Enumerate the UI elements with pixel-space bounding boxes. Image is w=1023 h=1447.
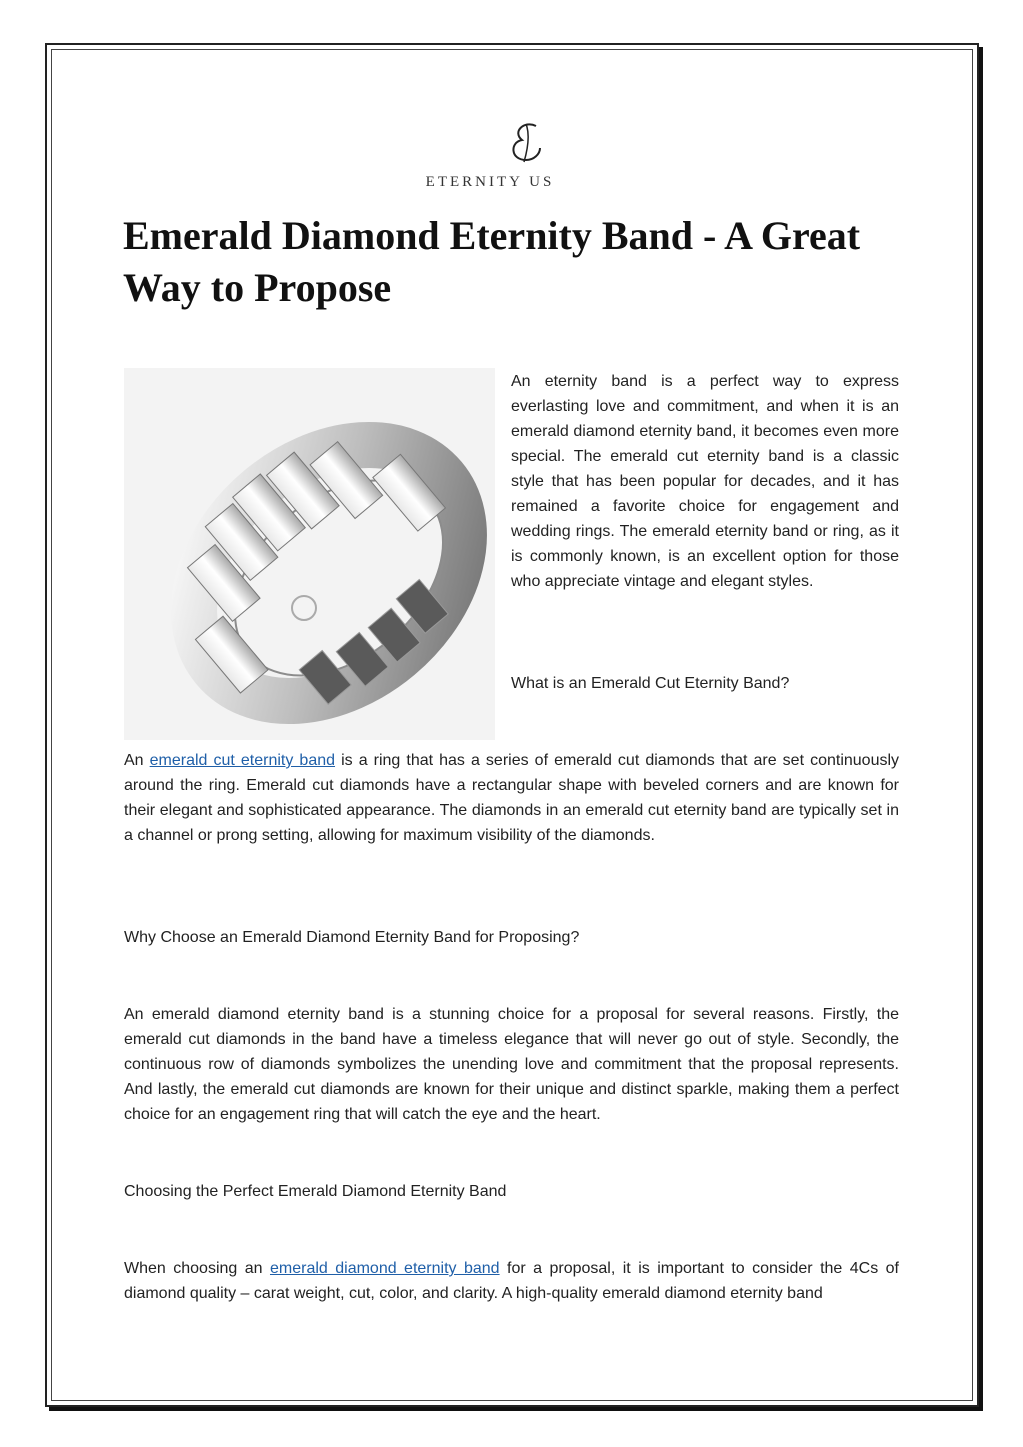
section1-paragraph bbox=[124, 748, 899, 848]
intro-paragraph: An eternity band is a perfect way to express everlasting love and commitment, and when it is an emerald diamond eternity band, it becomes even more special. The emerald cut eternity band is a classic style that has been popular for decades, and it has remained a favorite choice for engagement and wedding rings. The emerald eternity band or ring, as it is commonly known, is an excellent option for those who appreciate vintage and elegant styles. bbox=[511, 373, 899, 590]
section2-heading: Why Choose an Emerald Diamond Eternity Band for Proposing? bbox=[124, 929, 580, 946]
section3-body: for a proposal, it is important to consider the 4Cs of diamond quality – carat weight, cut, color, and clarity. A high-quality emerald diamond eternity band bbox=[124, 1260, 899, 1302]
emerald-cut-eternity-band-ring-icon bbox=[124, 368, 495, 740]
section3-prefix: When choosing an bbox=[124, 1260, 270, 1277]
ring-photo bbox=[124, 368, 495, 740]
section3-paragraph bbox=[124, 1256, 899, 1306]
section2-paragraph: An emerald diamond eternity band is a stunning choice for a proposal for several reasons. Firstly, the emerald cut diamonds in the band have a timeless elegance that will never go out of style. Secondly, the continuous row of diamonds symbolizes the unending love and commitment that the proposal represents. And lastly, the emerald cut diamonds are known for their unique and distinct sparkle, making them a perfect choice for an engagement ring that will catch the eye and the heart. bbox=[124, 1006, 899, 1123]
section3-heading: Choosing the Perfect Emerald Diamond Eternity Band bbox=[124, 1183, 507, 1200]
emerald-cut-eternity-band-link[interactable]: emerald cut eternity band bbox=[149, 752, 336, 769]
eternity-e-monogram-icon bbox=[500, 118, 560, 168]
emerald-diamond-eternity-band-link[interactable]: emerald diamond eternity band bbox=[269, 1260, 500, 1277]
section1-body: is a ring that has a series of emerald cut diamonds that are set continuously around the ring. Emerald cut diamonds have a rectangular shape with beveled corners and are known for their elegant and sophisticated appearance. The diamonds in an emerald cut eternity band are typically set in a channel or prong setting, allowing for maximum visibility of the diamonds. bbox=[124, 752, 900, 844]
section1-prefix: An bbox=[124, 752, 150, 769]
page-title: Emerald Diamond Eternity Band - A Great Way to Propose bbox=[123, 213, 861, 310]
section1-heading: What is an Emerald Cut Eternity Band? bbox=[511, 675, 790, 692]
brand-name: ETERNITY US bbox=[425, 174, 555, 190]
brand-logo bbox=[425, 118, 630, 191]
